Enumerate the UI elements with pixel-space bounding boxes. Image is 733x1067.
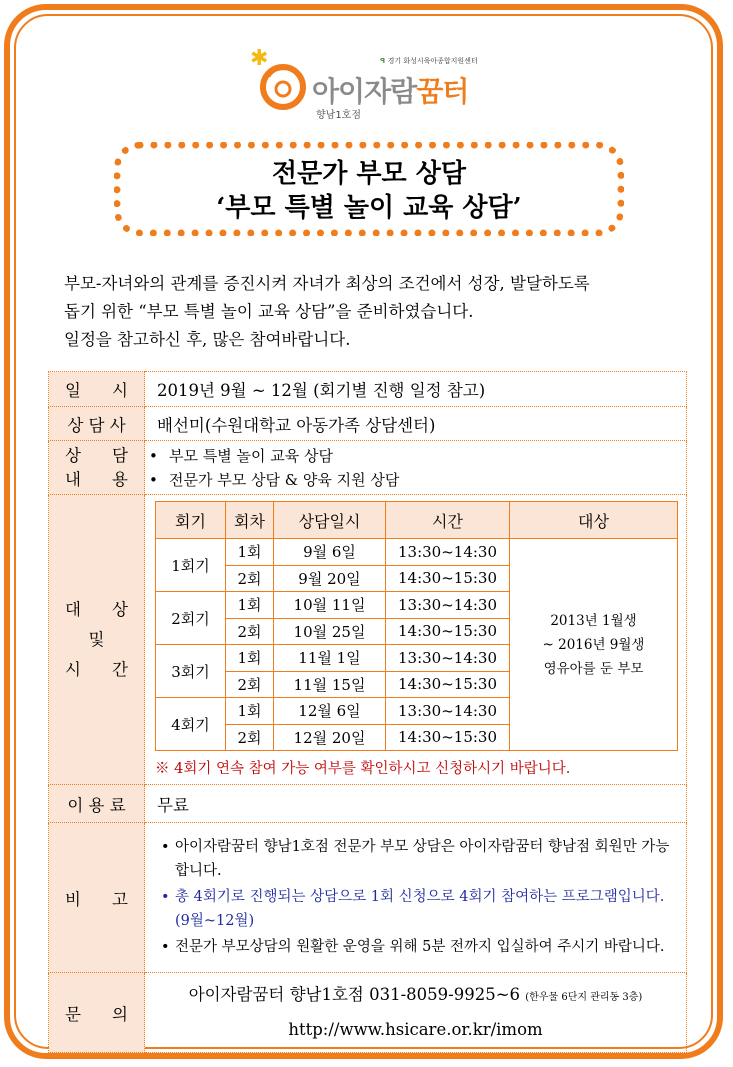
header-time: 시간	[386, 502, 510, 539]
label-remarks: 비 고	[49, 823, 145, 973]
header-no: 회차	[226, 502, 274, 539]
remark-item: • 총 4회기로 진행되는 상담으로 1회 신청으로 4회기 참여하는 프로그램입니다. (9월~12월)	[159, 885, 678, 933]
logo-org: ꟼ 경기 화성시육아종합지원센터	[380, 57, 478, 65]
org-mark-icon: ꟼ	[380, 57, 388, 65]
contact-url[interactable]: http://www.hsicare.or.kr/imom	[288, 1020, 543, 1039]
session-time: 13:30~14:30	[386, 539, 510, 566]
session-time: 13:30~14:30	[386, 592, 510, 619]
value-counselor: 배선미(수원대학교 아동가족 상담센터)	[145, 407, 687, 441]
header-target: 대상	[510, 502, 678, 539]
label-schedule: 대 상 및 시 간	[49, 495, 145, 785]
title-box	[114, 142, 624, 236]
remark-item: • 아이자람꿈터 향남1호점 전문가 부모 상담은 아이자람꿈터 향남점 회원만 가능합니다.	[159, 835, 678, 883]
label-date: 일 시	[49, 372, 145, 407]
logo	[250, 46, 490, 121]
session-date: 10월 25일	[274, 618, 386, 645]
info-table	[48, 371, 687, 1053]
content-item: • 전문가 부모 상담 & 양육 지원 상담	[145, 468, 686, 492]
table-row	[156, 539, 678, 566]
schedule-table	[155, 501, 678, 751]
session-time: 14:30~15:30	[386, 671, 510, 698]
session-round: 4회기	[156, 698, 226, 751]
session-no: 2회	[226, 724, 274, 751]
smiling-face-icon	[258, 62, 308, 112]
logo-name: 아이자람꿈터	[312, 75, 469, 108]
session-date: 10월 11일	[274, 592, 386, 619]
session-time: 14:30~15:30	[386, 565, 510, 592]
contact-phone: 아이자람꿈터 향남1호점 031-8059-9925~6	[188, 985, 521, 1004]
session-round: 3회기	[156, 645, 226, 698]
session-date: 9월 6일	[274, 539, 386, 566]
row-fee	[49, 785, 687, 823]
session-date: 9월 20일	[274, 565, 386, 592]
session-date: 12월 20일	[274, 724, 386, 751]
session-round: 2회기	[156, 592, 226, 645]
value-remarks	[145, 823, 687, 973]
value-fee: 무료	[145, 785, 687, 823]
row-schedule	[49, 495, 687, 785]
session-date: 11월 15일	[274, 671, 386, 698]
row-counselor	[49, 407, 687, 441]
row-date	[49, 372, 687, 407]
schedule-cell	[145, 495, 687, 785]
session-no: 1회	[226, 698, 274, 725]
schedule-note: ※ 4회기 연속 참여 가능 여부를 확인하시고 신청하시기 바랍니다.	[155, 761, 571, 777]
session-round: 1회기	[156, 539, 226, 592]
header-date: 상담일시	[274, 502, 386, 539]
row-remarks	[49, 823, 687, 973]
target-cell: 2013년 1월생 ~ 2016년 9월생 영유아를 둔 부모	[510, 539, 678, 751]
session-no: 2회	[226, 565, 274, 592]
page-title: 전문가 부모 상담	[272, 159, 466, 189]
session-no: 1회	[226, 539, 274, 566]
label-content: 상 담 내 용	[49, 441, 145, 495]
value-date: 2019년 9월 ~ 12월 (회기별 진행 일정 참고)	[145, 372, 687, 407]
session-time: 14:30~15:30	[386, 724, 510, 751]
session-time: 13:30~14:30	[386, 645, 510, 672]
session-time: 14:30~15:30	[386, 618, 510, 645]
intro-text	[64, 270, 684, 354]
label-contact: 문 의	[49, 973, 145, 1053]
intro-line: 일정을 참고하신 후, 많은 참여바랍니다.	[64, 330, 351, 349]
intro-line: 돕기 위한 “부모 특별 놀이 교육 상담”을 준비하였습니다.	[64, 302, 474, 321]
header-round: 회기	[156, 502, 226, 539]
session-no: 1회	[226, 592, 274, 619]
star-icon: ✱	[250, 46, 269, 71]
session-date: 12월 6일	[274, 698, 386, 725]
session-no: 2회	[226, 671, 274, 698]
contact-location: (한우물 6단지 관리동 3층)	[525, 992, 643, 1003]
label-fee: 이 용 료	[49, 785, 145, 823]
schedule-header-row	[156, 502, 678, 539]
label-counselor: 상 담 사	[49, 407, 145, 441]
row-contact	[49, 973, 687, 1053]
session-time: 13:30~14:30	[386, 698, 510, 725]
value-contact	[145, 973, 687, 1053]
logo-branch: 향남1호점	[316, 110, 362, 121]
content-item: • 부모 특별 놀이 교육 상담	[145, 444, 686, 468]
session-date: 11월 1일	[274, 645, 386, 672]
session-no: 1회	[226, 645, 274, 672]
page-subtitle: ‘부모 특별 놀이 교육 상담’	[216, 193, 522, 223]
value-content	[145, 441, 687, 495]
row-content	[49, 441, 687, 495]
remark-item: • 전문가 부모상담의 원활한 운영을 위해 5분 전까지 입실하여 주시기 바랍니다.	[159, 935, 678, 959]
intro-line: 부모-자녀와의 관계를 증진시켜 자녀가 최상의 조건에서 성장, 발달하도록	[64, 274, 590, 293]
session-no: 2회	[226, 618, 274, 645]
